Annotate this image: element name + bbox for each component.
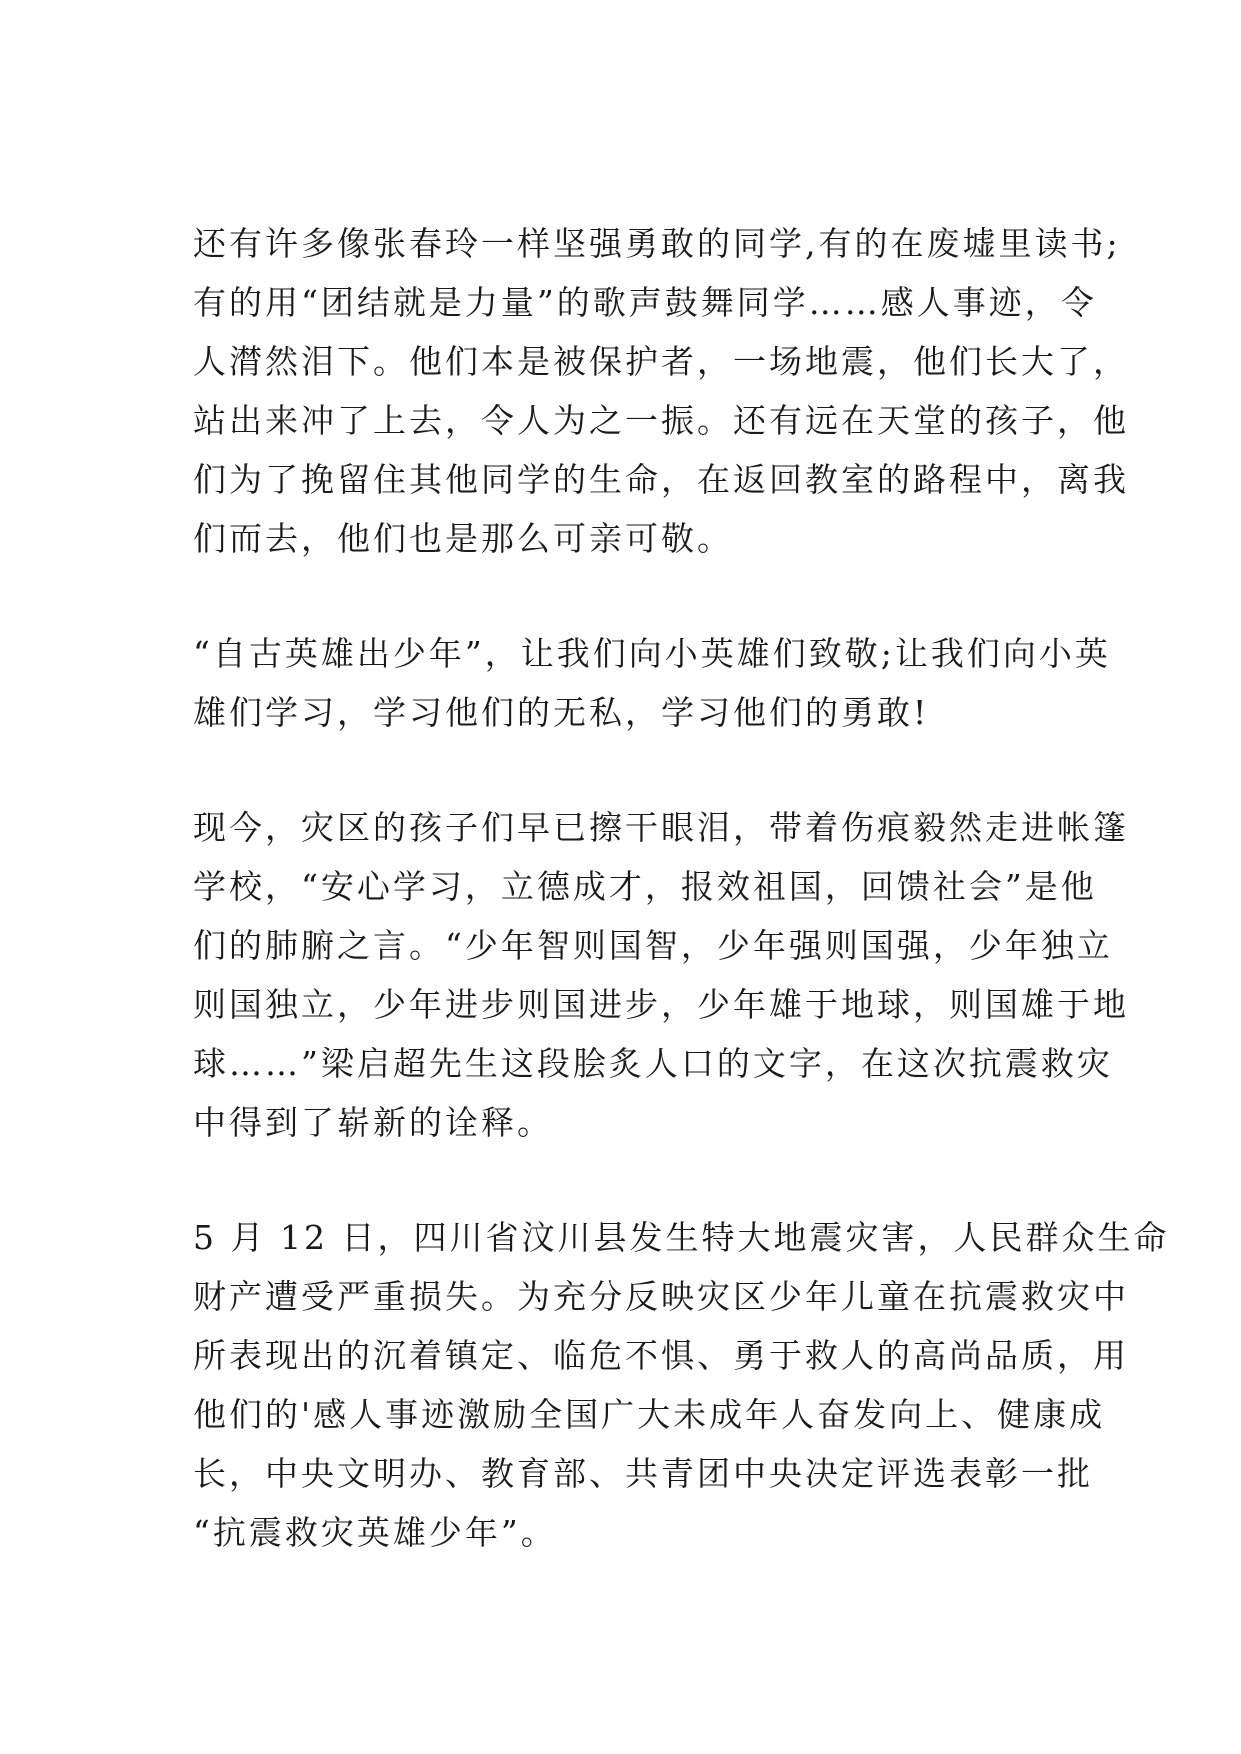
- paragraph-line: 5 月 12 日，四川省汶川县发生特大地震灾害，人民群众生命: [193, 1218, 1170, 1257]
- paragraph-4: [193, 1208, 1170, 1562]
- paragraph-line: 站出来冲了上去，令人为之一振。还有远在天堂的孩子，他: [193, 401, 1129, 440]
- paragraph-line: 有的用“团结就是力量”的歌声鼓舞同学……感人事迹，令: [193, 283, 1097, 322]
- paragraph-line: 球……”梁启超先生这段脍炙人口的文字，在这次抗震救灾: [193, 1044, 1113, 1083]
- paragraph-line: 所表现出的沉着镇定、临危不惧、勇于救人的高尚品质，用: [193, 1336, 1129, 1375]
- paragraph-line: “自古英雄出少年”，让我们向小英雄们致敬;让我们向小英: [193, 634, 1111, 673]
- paragraph-line: 们而去，他们也是那么可亲可敬。: [193, 519, 733, 558]
- paragraph-line: 人潸然泪下。他们本是被保护者，一场地震，他们长大了，: [193, 342, 1129, 381]
- paragraph-line: “抗震救灾英雄少年”。: [193, 1513, 557, 1552]
- paragraph-line: 则国独立，少年进步则国进步，少年雄于地球，则国雄于地: [193, 985, 1129, 1024]
- paragraph-line: 雄们学习，学习他们的无私，学习他们的勇敢!: [193, 693, 930, 732]
- paragraph-1: [193, 214, 1129, 568]
- paragraph-3: [193, 798, 1129, 1152]
- paragraph-line: 财产遭受严重损失。为充分反映灾区少年儿童在抗震救灾中: [193, 1277, 1129, 1316]
- paragraph-line: 长，中央文明办、教育部、共青团中央决定评选表彰一批: [193, 1454, 1093, 1493]
- paragraph-line: 学校，“安心学习，立德成才，报效祖国，回馈社会”是他: [193, 867, 1097, 906]
- paragraph-line: 他们的'感人事迹激励全国广大未成年人奋发向上、健康成: [193, 1395, 1106, 1434]
- paragraph-line: 中得到了崭新的诠释。: [193, 1103, 553, 1142]
- paragraph-2: [193, 624, 1111, 742]
- paragraph-line: 现今，灾区的孩子们早已擦干眼泪，带着伤痕毅然走进帐篷: [193, 808, 1129, 847]
- paragraph-line: 还有许多像张春玲一样坚强勇敢的同学,有的在废墟里读书;: [193, 224, 1121, 263]
- paragraph-line: 们的肺腑之言。“少年智则国智，少年强则国强，少年独立: [193, 926, 1113, 965]
- paragraph-line: 们为了挽留住其他同学的生命，在返回教室的路程中，离我: [193, 460, 1129, 499]
